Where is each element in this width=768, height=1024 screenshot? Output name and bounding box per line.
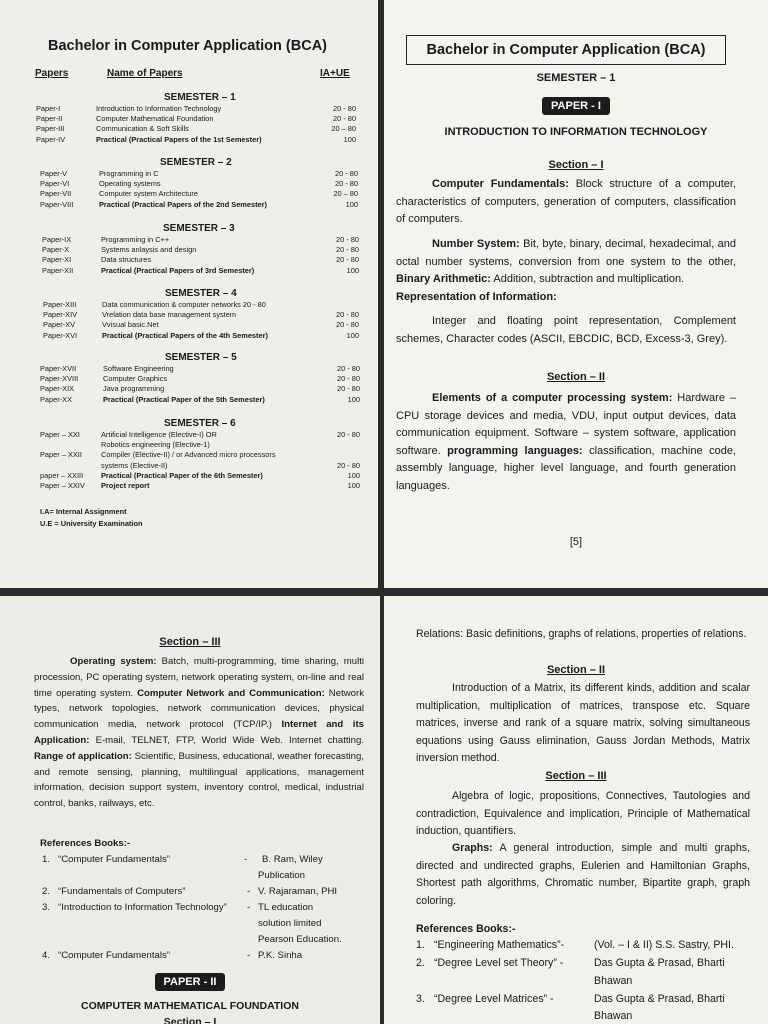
paper-marks: 20 - 80: [335, 310, 359, 320]
ref-num: 1.: [42, 854, 51, 865]
paper-name: Practical (Practical Papers of the 2nd Semester): [99, 199, 268, 209]
ref-book: “Introduction to Information Technology”: [58, 902, 227, 913]
note-ia: I.A= Internal Assignment: [40, 507, 127, 516]
column-header-name: Name of Papers: [107, 68, 183, 79]
section-two-heading: Section – II: [546, 664, 606, 676]
ref-author-cont: solution limited: [258, 918, 322, 929]
paper-name: Artificial Intelligence (Elective-I) OR: [101, 430, 217, 439]
paper-name: Practical (Practical Papers of 3rd Semester): [101, 265, 255, 275]
ref-author-cont: Pearson Education.: [258, 934, 342, 945]
ref-author: Das Gupta & Prasad, Bharti: [594, 957, 725, 969]
paper-name: Introduction to Information Technology: [96, 104, 222, 113]
ref-author: TL education: [258, 902, 314, 913]
relations-paragraph: Relations: Basic definitions, graphs of relations, properties of relations.: [416, 628, 747, 640]
ref-num: 2.: [42, 886, 51, 897]
ref-dash: -: [247, 886, 251, 897]
ref-num: 3.: [416, 993, 425, 1005]
paper-name: Programming in C++: [101, 235, 170, 244]
os-text: Batch, multi-programming, time sharing, multi procession, PC operating system, network operating system, on-line and real time operating system.: [34, 656, 364, 699]
paper-marks: 20 - 80: [335, 245, 359, 255]
paper-name: Practical (Practical Papers of the 4th Semester): [102, 330, 268, 340]
note-ue: U.E = University Examination: [40, 519, 143, 528]
ns-text: Bit, byte, binary, decimal, hexadecimal, and octal number systems, conversion from one system to the other,: [396, 238, 736, 268]
pl-text: classification, machine code, assembly language, higher level language, and fourth generation languages.: [396, 444, 737, 492]
ref-author: B. Ram, Wiley: [262, 854, 323, 865]
paper-number: Paper-XIII: [43, 300, 77, 309]
ref-author: (Vol. – I & II) S.S. Sastry, PHI.: [594, 939, 734, 951]
paper-name: Programming in C: [99, 169, 159, 178]
elements-paragraph: [396, 390, 736, 495]
paper-name: Computer Graphics: [103, 374, 168, 384]
ecp-text: Hardware – CPU storage devices and media, VDU, input output devices, data communication equipment. Software – system software, application software.: [396, 392, 736, 457]
contents-page: [0, 0, 378, 588]
paper-one-page: [384, 0, 768, 588]
operating-system-paragraph: [34, 654, 364, 812]
paper-name: Robotics engineering (Elective-1): [101, 440, 210, 450]
semester-heading: SEMESTER – 1: [536, 72, 616, 84]
ecp-label: Elements of a computer processing system:: [432, 392, 673, 404]
paper-number: Paper-I: [36, 104, 61, 113]
paper-number: Paper – XXIV: [40, 481, 85, 490]
section-two-heading: Section – II: [546, 371, 606, 383]
paper-marks: 20 - 80: [336, 384, 360, 394]
paper-name: Vrelation data base management system: [102, 310, 237, 320]
paper-marks: 100: [347, 394, 360, 404]
ref-dash: -: [247, 902, 251, 913]
ref-num: 1.: [416, 939, 425, 951]
paper-number: Paper-XV: [43, 320, 76, 330]
column-header-papers: Papers: [35, 68, 69, 79]
ref-book: “Degree Level set Theory” -: [434, 957, 564, 969]
semester-title: SEMESTER – 6: [164, 418, 236, 429]
page-title-box: Bachelor in Computer Application (BCA): [406, 35, 726, 65]
references-title: References Books:-: [416, 923, 516, 935]
paper-name: Data communication & computer networks 20 - 80: [102, 300, 266, 309]
ref-num: 2.: [416, 957, 425, 969]
paper-name: Practical (Practical Paper of the 5th Semester): [103, 394, 265, 404]
paper-marks: 20 - 80: [336, 430, 360, 439]
paper-name: Vvisual basic.Net: [102, 320, 159, 330]
paper-marks: 20 – 80: [333, 189, 358, 199]
ref-book: “Degree Level Matrices” -: [434, 993, 554, 1005]
paper-name: Software Engineering: [103, 364, 174, 373]
paper-name: Data structures: [101, 255, 152, 265]
ref-book: “Computer Fundamentals”: [58, 950, 170, 961]
ra-text: Scientific, Business, educational, weather forecasting, and remote sensing, planning, multilingual applications, management information, decision support system, inventory control, medical, industrial control, banks, railways, etc.: [34, 750, 364, 810]
paper-name: Project report: [101, 481, 150, 490]
paper-name: Computer system Architecture: [99, 189, 198, 199]
ba-text: Addition, subtraction and multiplication.: [490, 273, 685, 285]
semester-title: SEMESTER – 4: [165, 288, 237, 299]
paper-name: Practical (Practical Paper of the 6th Semester): [101, 470, 263, 480]
paper-name: Computer Mathematical Foundation: [96, 114, 214, 124]
paper-number: Paper-XII: [42, 265, 74, 275]
number-system-paragraph: [396, 236, 736, 289]
column-header-marks: IA+UE: [320, 68, 350, 79]
os-label: Operating system:: [70, 656, 157, 667]
paper-number: Paper – XXI: [40, 430, 80, 439]
cn-text: Network types, network topologies, network communication devices, physical communication media, network protocol (TCP/IP.): [34, 687, 364, 731]
next-section-heading: Section – I: [163, 1016, 217, 1024]
paper-marks: 100: [346, 330, 359, 340]
graphs-label: Graphs:: [452, 842, 493, 854]
matrix-paragraph: Introduction of a Matrix, its different kinds, addition and scalar multiplication, multiplication of matrices, transpose etc. Square matrices, inverse and rank of a square matrix, solving simultaneous equations using Gauss elimination, Gauss Jordan Methods, Matrix inversion method.: [416, 682, 750, 765]
paper-number: Paper-II: [36, 114, 63, 124]
paper-number: Paper-XVII: [40, 364, 77, 373]
ref-author-cont: Bhawan: [594, 975, 633, 987]
ba-label: Binary Arithmetic:: [396, 273, 491, 285]
paper-marks: 20 - 80: [334, 179, 358, 189]
contents-title: Bachelor in Computer Application (BCA): [48, 38, 327, 54]
paper-marks: 20 - 80: [332, 104, 356, 113]
paper-name: Communication & Soft Skills: [96, 124, 189, 134]
semester-title: SEMESTER – 5: [165, 352, 237, 363]
representation-heading: Representation of Information:: [396, 291, 557, 303]
ref-num: 4.: [42, 950, 51, 961]
cf-label: Computer Fundamentals:: [432, 178, 569, 190]
paper-title: INTRODUCTION TO INFORMATION TECHNOLOGY: [444, 126, 708, 138]
paper-number: Paper-X: [42, 245, 70, 255]
page-number: [5]: [569, 536, 583, 548]
references-title: References Books:-: [40, 838, 131, 849]
paper-marks: 20 - 80: [336, 364, 360, 373]
paper-marks: 20 - 80: [334, 169, 358, 178]
section-three-page: [0, 596, 380, 1024]
ra-label: Range of application:: [34, 750, 132, 762]
algebra-paragraph: Algebra of logic, propositions, Connectives, Tautologies and contradiction, Equivalence and implication, Principle of Mathematical induction, quantifiers.: [416, 790, 750, 838]
semester-title: SEMESTER – 1: [164, 92, 236, 103]
paper-name: Compiler (Elective-II) / or Advanced micro processors: [101, 450, 276, 460]
paper-badge: PAPER - I: [542, 97, 610, 115]
paper-marks: 20 - 80: [336, 374, 360, 384]
ref-author: P.K. Sinha: [258, 950, 303, 961]
paper-number: Paper-VII: [40, 189, 72, 199]
representation-paragraph: Integer and floating point representation, Complement schemes, Character codes (ASCII, EBCDIC, BCD, Excess-3, Grey).: [396, 315, 736, 345]
paper-number: Paper-V: [40, 169, 68, 178]
paper-marks: 100: [347, 470, 360, 480]
paper-number: paper – XXIII: [40, 470, 84, 480]
ref-book: “Fundamentals of Computers”: [58, 886, 186, 897]
paper-number: Paper-XIX: [40, 384, 75, 394]
section-three-heading: Section – III: [545, 770, 607, 782]
paper-name: systems (Elective-II): [101, 460, 168, 470]
cn-label: Computer Network and Communication:: [137, 687, 325, 699]
paper-marks: 20 – 80: [331, 124, 356, 134]
graphs-text: A general introduction, simple and multi graphs, directed and undirected graphs, Eulerien and Hamiltonian Graphs, Shortest path algorithms, Chromatic number, Bipartite graph, graph coloring.: [416, 842, 750, 907]
cf-text: Block structure of a computer, characteristics of computers, generation of computers, classification of computers.: [396, 178, 736, 225]
paper-number: Paper – XXII: [40, 450, 82, 460]
paper-name: Practical (Practical Papers of the 1st Semester): [96, 134, 262, 144]
paper-marks: 20 - 80: [332, 114, 356, 124]
paper-marks: 100: [343, 134, 356, 144]
ref-num: 3.: [42, 902, 51, 913]
ref-author: V. Rajaraman, PHI: [258, 886, 338, 897]
paper-marks: 20 - 80: [335, 255, 359, 265]
math-foundation-page: [384, 596, 768, 1024]
section-one-heading: Section – I: [548, 159, 604, 171]
computer-fundamentals-paragraph: [396, 176, 736, 229]
semester-title: SEMESTER – 3: [163, 223, 235, 234]
paper-number: Paper-XX: [40, 394, 73, 404]
paper-name: Systems anlaysis and design: [101, 245, 197, 255]
paper-number: Paper-XI: [42, 255, 72, 265]
paper-number: Paper-XVI: [43, 330, 78, 340]
paper-two-badge: PAPER - II: [155, 973, 226, 991]
section-three-heading: Section – III: [159, 636, 221, 648]
paper-marks: 20 - 80: [335, 320, 359, 330]
paper-number: Paper-VIII: [40, 199, 74, 209]
ns-label: Number System:: [432, 238, 520, 250]
paper-number: Paper-III: [36, 124, 65, 134]
paper-marks: 100: [346, 265, 359, 275]
paper-number: Paper-VI: [40, 179, 70, 189]
paper-name: Operating systems: [99, 179, 161, 189]
paper-number: Paper-XVIII: [40, 374, 79, 384]
paper-name: Java programming: [103, 384, 165, 394]
ref-dash: -: [244, 854, 248, 865]
paper-marks: 20 - 80: [336, 460, 360, 470]
ref-book: “Engineering Mathematics”-: [434, 939, 565, 951]
pl-label: programming languages:: [447, 444, 583, 457]
ia-label: Internet and its Application:: [34, 719, 364, 746]
paper-marks: 100: [347, 481, 360, 490]
ref-author: Das Gupta & Prasad, Bharti: [594, 993, 725, 1005]
paper-number: Paper-IX: [42, 235, 72, 244]
paper-number: Paper-XIV: [43, 310, 78, 320]
paper-marks: 100: [345, 199, 358, 209]
paper-two-title: COMPUTER MATHEMATICAL FOUNDATION: [81, 1000, 299, 1012]
ref-author-cont: Publication: [258, 870, 305, 881]
semester-title: SEMESTER – 2: [160, 157, 232, 168]
graphs-paragraph: [416, 840, 750, 910]
ref-dash: -: [247, 950, 251, 961]
paper-number: Paper-IV: [36, 134, 66, 144]
ref-book: “Computer Fundamentals”: [58, 854, 170, 865]
ia-text: E-mail, TELNET, FTP, World Wide Web. Internet chatting.: [89, 734, 364, 746]
ref-author-cont: Bhawan: [594, 1010, 633, 1022]
paper-marks: 20 - 80: [335, 235, 359, 244]
